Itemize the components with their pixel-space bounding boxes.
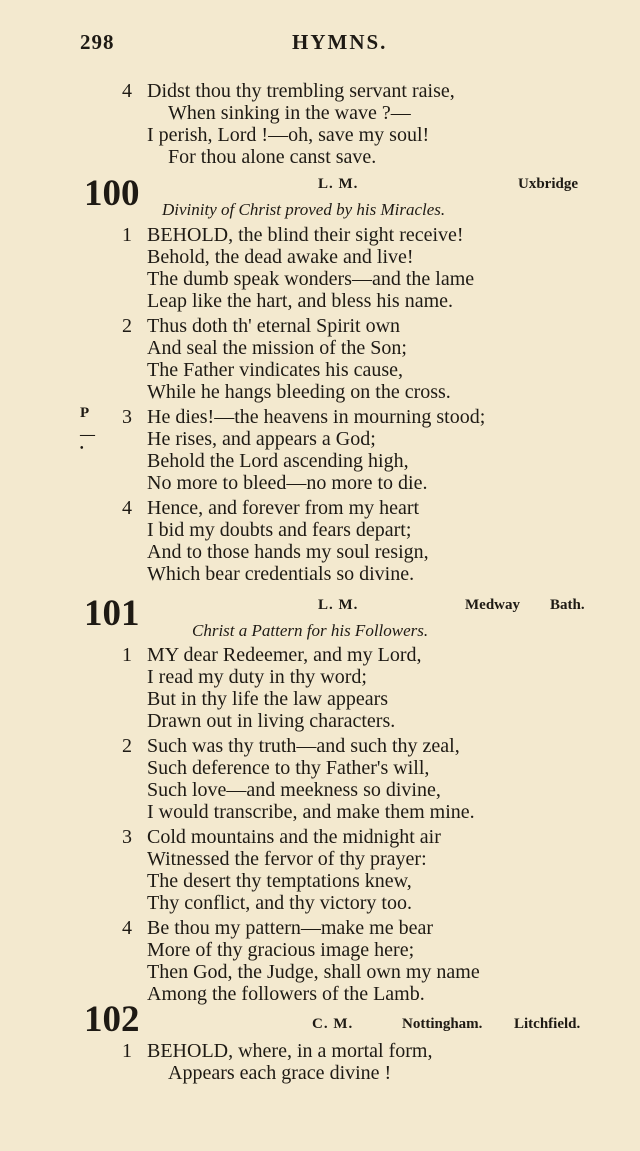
- hymn-number: 100: [84, 173, 140, 214]
- verse-line: I bid my doubts and fears depart;: [147, 519, 412, 541]
- verse-line: I perish, Lord !—oh, save my soul!: [147, 124, 430, 146]
- tune-name: Nottingham.: [402, 1016, 483, 1032]
- hymn-title: Divinity of Christ proved by his Miracles.: [162, 200, 446, 219]
- tune-name: Medway: [465, 597, 520, 613]
- page-number: 298: [80, 30, 115, 54]
- verse-line: Be thou my pattern—make me bear: [147, 917, 434, 939]
- verse-number: 2: [122, 735, 132, 757]
- verse-line: Among the followers of the Lamb.: [147, 983, 425, 1005]
- margin-mark-dot: •: [80, 443, 84, 454]
- verse-number: 3: [122, 826, 132, 848]
- verse-line: Which bear credentials so divine.: [147, 563, 415, 585]
- margin-mark-p: P: [80, 405, 90, 421]
- tune-name: Uxbridge: [518, 176, 578, 192]
- verse-line: I read my duty in thy word;: [147, 666, 367, 688]
- hymn-number: 102: [84, 999, 140, 1040]
- verse-line: Behold, the dead awake and live!: [147, 246, 414, 268]
- verse-number: 4: [122, 497, 132, 519]
- running-header: [80, 30, 600, 60]
- verse-line: More of thy gracious image here;: [147, 939, 415, 961]
- verse-number: 1: [122, 644, 132, 666]
- verse-number: 4: [122, 917, 132, 939]
- verse-line: While he hangs bleeding on the cross.: [147, 381, 451, 403]
- verse-line: Didst thou thy trembling servant raise,: [147, 80, 455, 102]
- verse-line: And to those hands my soul resign,: [147, 541, 429, 563]
- hymn-meter: L. M.: [318, 597, 359, 613]
- verse-number: 1: [122, 224, 132, 246]
- verse-line: Leap like the hart, and bless his name.: [147, 290, 454, 312]
- margin-mark-dash: —: [80, 427, 95, 443]
- verse-line: When sinking in the wave ?—: [168, 102, 411, 124]
- verse-line: But in thy life the law appears: [147, 688, 389, 710]
- verse-line: Such was thy truth—and such thy zeal,: [147, 735, 460, 757]
- hymn-title: Christ a Pattern for his Followers.: [192, 621, 429, 640]
- verse-line: The desert thy temptations knew,: [147, 870, 412, 892]
- hymn-meter: C. M.: [312, 1016, 354, 1032]
- verse-line: BEHOLD, where, in a mortal form,: [147, 1040, 433, 1062]
- verse-number: 4: [122, 80, 132, 102]
- verse-line: BEHOLD, the blind their sight receive!: [147, 224, 464, 246]
- verse-line: Such love—and meekness so divine,: [147, 779, 441, 801]
- verse-line: No more to bleed—no more to die.: [147, 472, 428, 494]
- verse-line: Appears each grace divine !: [168, 1062, 392, 1084]
- verse-line: The dumb speak wonders—and the lame: [147, 268, 475, 290]
- verse-line: Hence, and forever from my heart: [147, 497, 420, 519]
- tune-name: Bath.: [550, 597, 585, 613]
- verse-line: He rises, and appears a God;: [147, 428, 376, 450]
- verse-line: The Father vindicates his cause,: [147, 359, 404, 381]
- verse-line: Thy conflict, and thy victory too.: [147, 892, 412, 914]
- verse-line: And seal the mission of the Son;: [147, 337, 407, 359]
- tune-name: Litchfield.: [514, 1016, 581, 1032]
- hymn-meter: L. M.: [318, 176, 359, 192]
- verse-line: He dies!—the heavens in mourning stood;: [147, 406, 486, 428]
- verse-line: Such deference to thy Father's will,: [147, 757, 430, 779]
- verse-line: Drawn out in living characters.: [147, 710, 396, 732]
- verse-number: 1: [122, 1040, 132, 1062]
- verse-line: Witnessed the fervor of thy prayer:: [147, 848, 427, 870]
- verse-line: Cold mountains and the midnight air: [147, 826, 441, 848]
- verse-line: I would transcribe, and make them mine.: [147, 801, 475, 823]
- verse-number: 2: [122, 315, 132, 337]
- hymn-number: 101: [84, 593, 140, 634]
- page-title: HYMNS.: [292, 30, 388, 54]
- verse-line: MY dear Redeemer, and my Lord,: [147, 644, 422, 666]
- verse-line: Then God, the Judge, shall own my name: [147, 961, 480, 983]
- verse-line: Thus doth th' eternal Spirit own: [147, 315, 401, 337]
- verse-number: 3: [122, 406, 132, 428]
- verse-line: For thou alone canst save.: [168, 146, 377, 168]
- verse-line: Behold the Lord ascending high,: [147, 450, 409, 472]
